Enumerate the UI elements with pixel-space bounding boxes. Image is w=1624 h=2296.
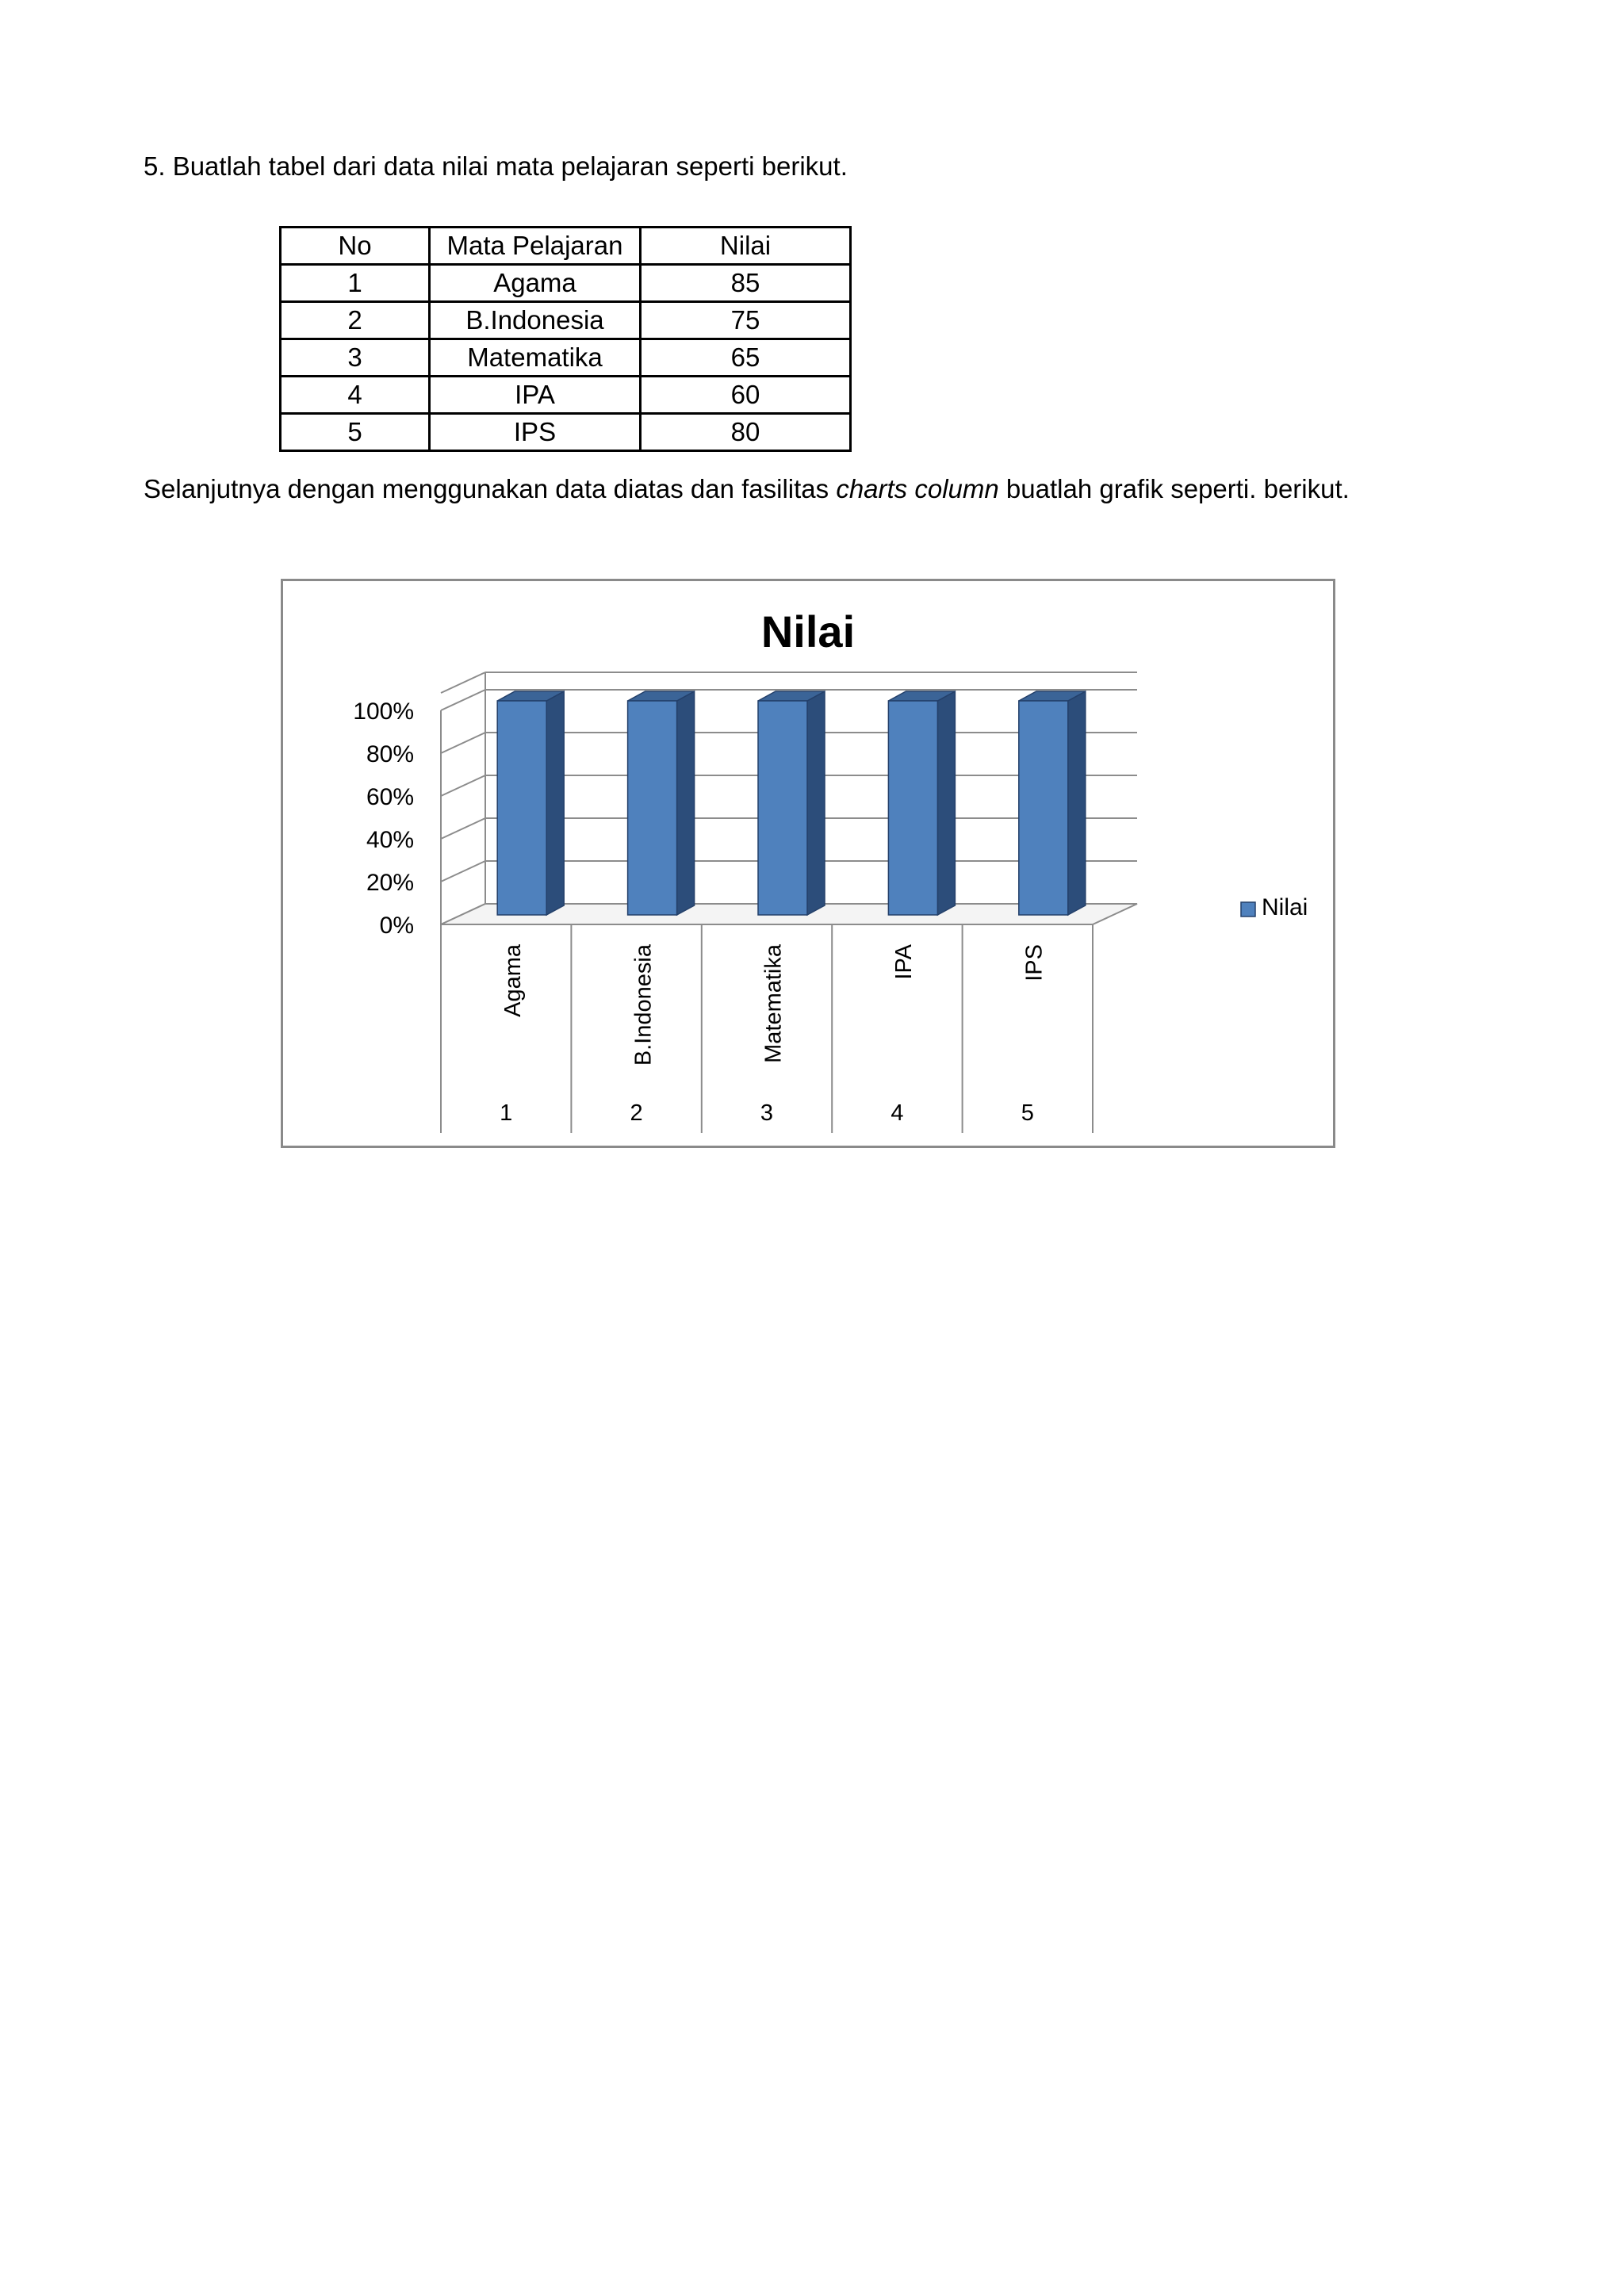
x-category-label: IPS: [1021, 944, 1048, 982]
sidewall-gridline: [441, 861, 485, 882]
x-category-number: 4: [891, 1100, 904, 1126]
sidewall-gridline: [441, 690, 485, 710]
cell-no: 4: [281, 377, 430, 414]
cell-value: 85: [641, 265, 851, 302]
bar-side: [677, 691, 695, 915]
column-chart: [283, 581, 1333, 1146]
table-row: [281, 265, 851, 302]
intro-italic-term: charts column: [836, 474, 999, 503]
x-category-label: Matematika: [760, 944, 787, 1063]
sidewall-gridline: [441, 818, 485, 839]
intro-text-start: Selanjutnya dengan menggunakan data diatas dan fasilitas: [144, 474, 837, 503]
bar-side: [1068, 691, 1086, 915]
table-row: [281, 377, 851, 414]
cell-subject: IPS: [430, 414, 641, 451]
x-category-number: 3: [760, 1100, 774, 1126]
nilai-table: [279, 226, 852, 452]
x-category-number: 1: [500, 1100, 513, 1126]
y-tick-label: 40%: [366, 827, 414, 853]
sidewall-top: [441, 672, 485, 693]
bar: [497, 701, 546, 915]
cell-no: 2: [281, 302, 430, 339]
x-category-label: B.Indonesia: [630, 944, 657, 1066]
cell-value: 65: [641, 339, 851, 377]
bar: [888, 701, 937, 915]
bar: [1019, 701, 1068, 915]
x-category-label: IPA: [891, 944, 917, 980]
y-tick-label: 100%: [353, 698, 414, 725]
legend-marker: [1241, 902, 1255, 916]
legend-label: Nilai: [1262, 894, 1308, 920]
bar: [628, 701, 677, 915]
x-category-number: 5: [1021, 1100, 1034, 1126]
header-no: No: [281, 228, 430, 265]
table-header-row: [281, 228, 851, 265]
cell-subject: B.Indonesia: [430, 302, 641, 339]
bar: [758, 701, 807, 915]
sidewall-gridline: [441, 775, 485, 796]
cell-value: 60: [641, 377, 851, 414]
table-row: [281, 414, 851, 451]
header-nilai: Nilai: [641, 228, 851, 265]
bar-side: [807, 691, 825, 915]
cell-value: 80: [641, 414, 851, 451]
intro-paragraph: [144, 469, 1381, 509]
cell-subject: IPA: [430, 377, 641, 414]
question-text: 5. Buatlah tabel dari data nilai mata pelajaran seperti berikut.: [144, 151, 848, 181]
y-tick-label: 60%: [366, 784, 414, 810]
chart-title: Nilai: [760, 607, 856, 656]
table-row: [281, 302, 851, 339]
header-mata-pelajaran: Mata Pelajaran: [430, 228, 641, 265]
x-category-label: Agama: [500, 944, 526, 1017]
table-row: [281, 339, 851, 377]
cell-no: 3: [281, 339, 430, 377]
intro-text-end: buatlah grafik seperti. berikut.: [998, 474, 1350, 503]
y-tick-label: 0%: [379, 913, 414, 939]
bar-side: [546, 691, 564, 915]
chart-frame: [281, 579, 1335, 1148]
bar-side: [937, 691, 955, 915]
sidewall-gridline: [441, 733, 485, 753]
cell-subject: Matematika: [430, 339, 641, 377]
cell-value: 75: [641, 302, 851, 339]
x-category-number: 2: [630, 1100, 643, 1126]
y-tick-label: 20%: [366, 870, 414, 896]
cell-subject: Agama: [430, 265, 641, 302]
cell-no: 5: [281, 414, 430, 451]
cell-no: 1: [281, 265, 430, 302]
y-tick-label: 80%: [366, 741, 414, 767]
